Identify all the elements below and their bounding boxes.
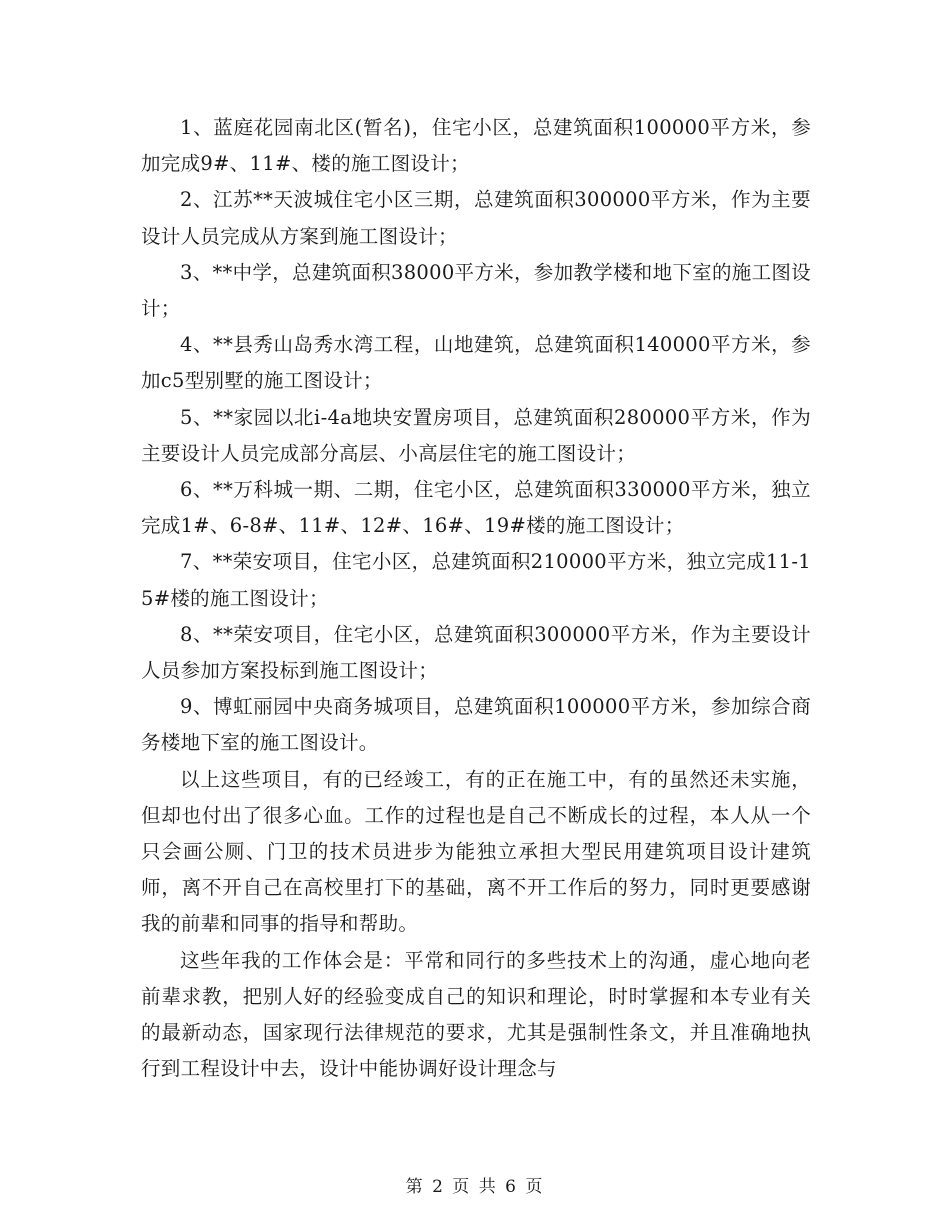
paragraph-experience: 这些年我的工作体会是：平常和同行的多些技术上的沟通，虚心地向老前辈求教，把别人好的经验变成自己的知识和理论，时时掌握和本专业有关的最新动态，国家现行法律规范的要求，尤其是强制性条文，并且准确地执行到工程设计中去，设计中能协调好设计理念与 (141, 948, 811, 1081)
page-number-footer: 第 2 页 共 6 页 (405, 1177, 545, 1197)
paragraph-project-1: 1、蓝庭花园南北区(暂名)，住宅小区，总建筑面积100000平方米，参加完成9#、11#、楼的施工图设计； (141, 116, 811, 176)
paragraph-project-4: 4、**县秀山岛秀水湾工程，山地建筑，总建筑面积140000平方米，参加c5型别墅的施工图设计； (141, 333, 811, 393)
paragraph-project-5: 5、**家园以北i-4a地块安置房项目，总建筑面积280000平方米，作为主要设计人员完成部分高层、小高层住宅的施工图设计； (141, 405, 811, 465)
paragraph-project-8: 8、**荣安项目，住宅小区，总建筑面积300000平方米，作为主要设计人员参加方案投标到施工图设计； (141, 622, 811, 683)
document-body (141, 110, 811, 1087)
paragraph-project-7: 7、**荣安项目，住宅小区，总建筑面积210000平方米，独立完成11-15#楼的施工图设计； (141, 550, 811, 610)
paragraph-project-6: 6、**万科城一期、二期，住宅小区，总建筑面积330000平方米，独立完成1#、6-8#、11#、12#、16#、19#楼的施工图设计； (141, 478, 811, 538)
paragraph-project-9: 9、博虹丽园中央商务城项目，总建筑面积100000平方米，参加综合商务楼地下室的施工图设计。 (141, 695, 811, 755)
paragraph-summary: 以上这些项目，有的已经竣工，有的正在施工中，有的虽然还未实施，但却也付出了很多心血。工作的过程也是自己不断成长的过程，本人从一个只会画公厕、门卫的技术员进步为能独立承担大型民用建筑项目设计建筑师，离不开自己在高校里打下的基础，离不开工作后的努力，同时更要感谢我的前辈和同事的指导和帮助。 (141, 767, 811, 936)
paragraph-project-3: 3、**中学，总建筑面积38000平方米，参加教学楼和地下室的施工图设计； (141, 260, 811, 321)
paragraph-project-2: 2、江苏**天波城住宅小区三期，总建筑面积300000平方米，作为主要设计人员完成从方案到施工图设计； (141, 188, 811, 248)
